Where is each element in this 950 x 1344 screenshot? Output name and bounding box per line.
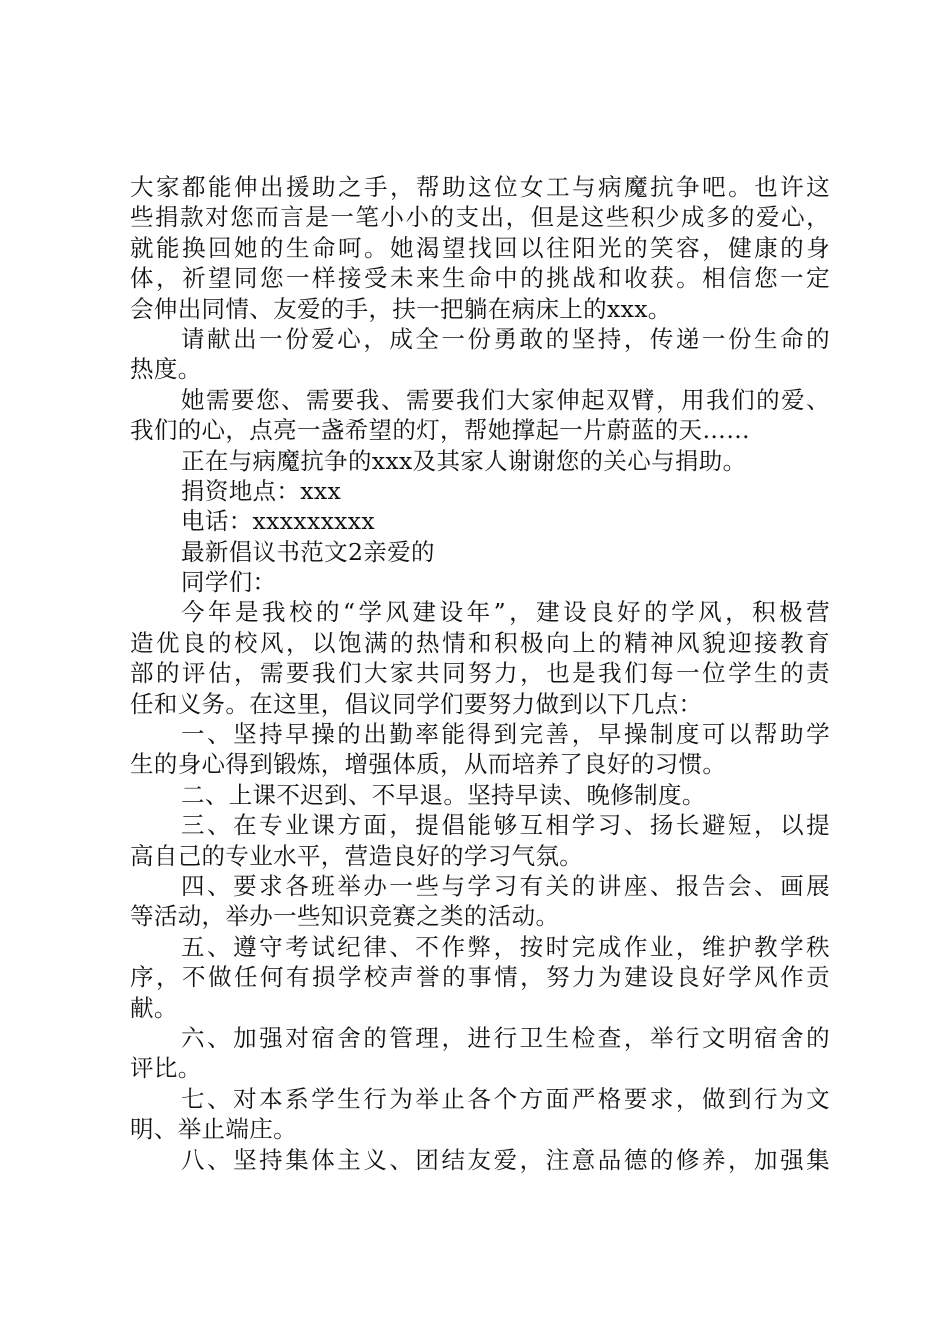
text-line: 八、坚持集体主义、团结友爱，注意品德的修养，加强集 xyxy=(181,1145,830,1174)
text-line: 高自己的专业水平，营造良好的学习气氛。 xyxy=(130,841,584,870)
text-line: 我们的心，点亮一盏希望的灯，帮她撑起一片蔚蓝的天…… xyxy=(130,416,751,445)
text-line: 今年是我校的“学风建设年”，建设良好的学风，积极营 xyxy=(181,598,830,627)
text-line: 序，不做任何有损学校声誉的事情，努力为建设良好学风作贡 xyxy=(130,963,830,992)
text-line: 二、上课不迟到、不早退。坚持早读、晚修制度。 xyxy=(181,780,706,809)
document-body xyxy=(130,172,830,1175)
text-line: 体，祈望同您一样接受未来生命中的挑战和收获。相信您一定 xyxy=(130,264,830,293)
text-line: 最新倡议书范文2亲爱的 xyxy=(181,537,435,566)
text-line: 部的评估，需要我们大家共同努力，也是我们每一位学生的责 xyxy=(130,659,830,688)
text-line: 六、加强对宿舍的管理，进行卫生检查，举行文明宿舍的 xyxy=(181,1023,830,1052)
text-line: 评比。 xyxy=(130,1054,202,1083)
text-line: 任和义务。在这里，倡议同学们要努力做到以下几点： xyxy=(130,689,703,718)
text-line: 请献出一份爱心，成全一份勇敢的坚持，传递一份生命的 xyxy=(181,324,830,353)
document-page xyxy=(130,172,830,1175)
text-line: 电话：xxxxxxxxx xyxy=(181,507,375,536)
text-line: 捐资地点：xxx xyxy=(181,476,342,505)
text-line: 就能换回她的生命呵。她渴望找回以往阳光的笑容，健康的身 xyxy=(130,233,830,262)
text-line: 一、坚持早操的出勤率能得到完善，早操制度可以帮助学 xyxy=(181,720,830,749)
text-line: 三、在专业课方面，提倡能够互相学习、扬长避短，以提 xyxy=(181,811,830,840)
text-line: 生的身心得到锻炼，增强体质，从而培养了良好的习惯。 xyxy=(130,750,727,779)
text-line: 些捐款对您而言是一笔小小的支出，但是这些积少成多的爱心， xyxy=(130,203,830,232)
text-line: 她需要您、需要我、需要我们大家伸起双臂，用我们的爱、 xyxy=(181,385,830,414)
text-line: 热度。 xyxy=(130,355,202,384)
text-line: 造优良的校风，以饱满的热情和积极向上的精神风貌迎接教育 xyxy=(130,628,830,657)
text-line: 会伸出同情、友爱的手，扶一把躺在病床上的xxx。 xyxy=(130,294,672,323)
text-line: 等活动，举办一些知识竞赛之类的活动。 xyxy=(130,902,560,931)
text-line: 正在与病魔抗争的xxx及其家人谢谢您的关心与捐助。 xyxy=(181,446,747,475)
text-line: 同学们： xyxy=(181,568,277,597)
text-line: 献。 xyxy=(130,993,178,1022)
text-line: 四、要求各班举办一些与学习有关的讲座、报告会、画展 xyxy=(181,871,830,900)
text-line: 七、对本系学生行为举止各个方面严格要求，做到行为文 xyxy=(181,1084,830,1113)
text-line: 五、遵守考试纪律、不作弊，按时完成作业，维护教学秩 xyxy=(181,932,830,961)
text-line: 明、举止端庄。 xyxy=(130,1115,297,1144)
text-line: 大家都能伸出援助之手，帮助这位女工与病魔抗争吧。也许这 xyxy=(130,173,830,201)
